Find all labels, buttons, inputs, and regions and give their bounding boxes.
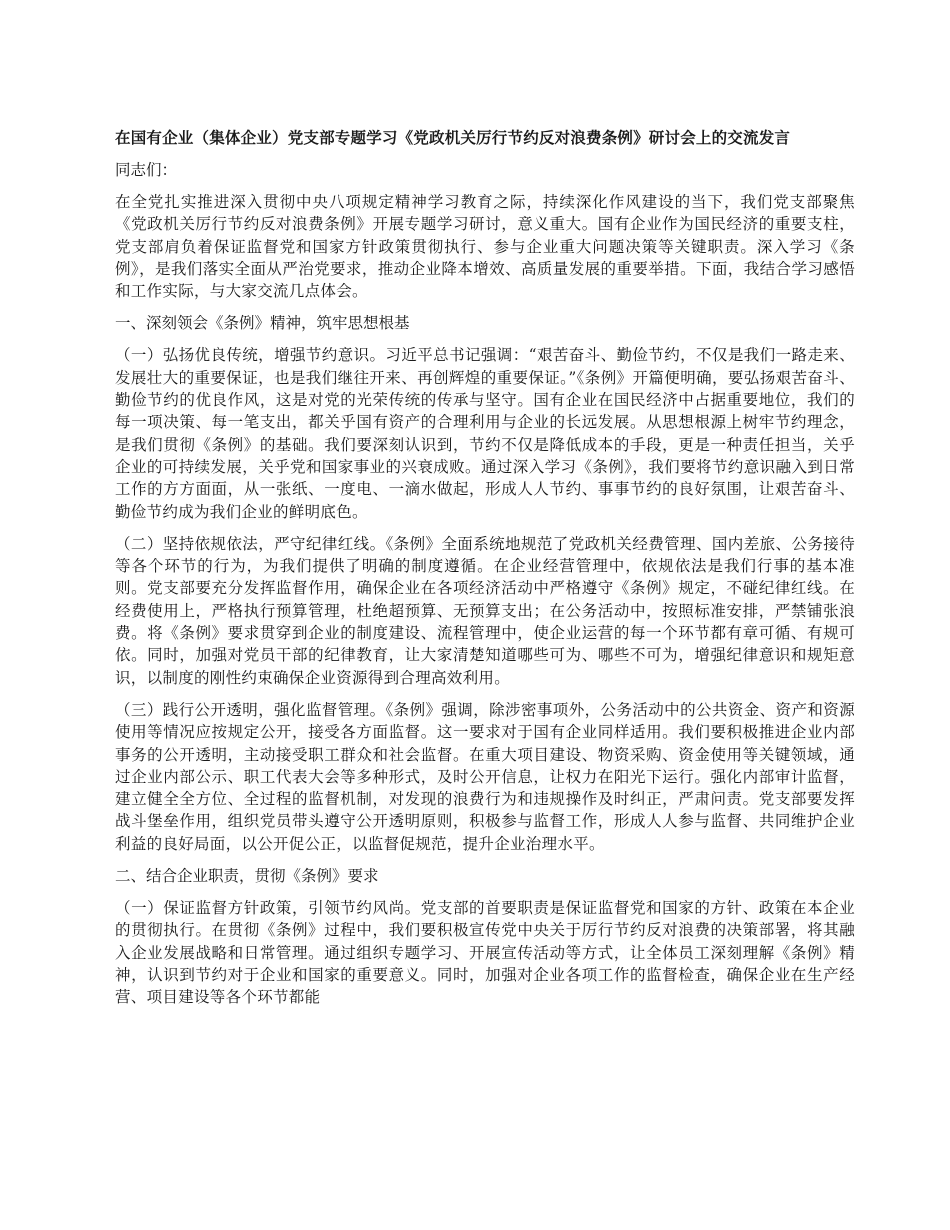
section-1-paragraph-3: （三）践行公开透明，强化监督管理。《条例》强调，除涉密事项外，公务活动中的公共资金、资产和资源使用等情况应按规定公开，接受各方面监督。这一要求对于国有企业同样适用。我们要积极推进企业内部事务的公开透明，主动接受职工群众和社会监督。在重大项目建设、物资采购、资金使用等关键领域，通过企业内部公示、职工代表大会等多种形式，及时公开信息，让权力在阳光下运行。强化内部审计监督，建立健全全方位、全过程的监督机制，对发现的浪费行为和违规操作及时纠正，严肃问责。党支部要发挥战斗堡垒作用，组织党员带头遵守公开透明原则，积极参与监督工作，形成人人参与监督、共同维护企业利益的良好局面，以公开促公正，以监督促规范，提升企业治理水平。 xyxy=(115,700,855,853)
section-1-heading: 一、深刻领会《条例》精神，筑牢思想根基 xyxy=(115,314,410,333)
salutation: 同志们： xyxy=(115,161,178,179)
document-page xyxy=(115,127,855,1019)
intro-paragraph: 在全党扎实推进深入贯彻中央八项规定精神学习教育之际，持续深化作风建设的当下，我们党支部聚焦《党政机关厉行节约反对浪费条例》开展专题学习研讨，意义重大。国有企业作为国民经济的重要支柱，党支部肩负着保证监督党和国家方针政策贯彻执行、参与企业重大问题决策等关键职责。深入学习《条例》，是我们落实全面从严治党要求，推动企业降本增效、高质量发展的重要举措。下面，我结合学习感悟和工作实际，与大家交流几点体会。 xyxy=(115,193,855,301)
section-1-paragraph-1: （一）弘扬优良传统，增强节约意识。习近平总书记强调：“艰苦奋斗、勤俭节约，不仅是我们一路走来、发展壮大的重要保证，也是我们继往开来、再创辉煌的重要保证。”《条例》开篇便明确，要弘扬艰苦奋斗、勤俭节约的优良作风，这是对党的光荣传统的传承与坚守。国有企业在国民经济中占据重要地位，我们的每一项决策、每一笔支出，都关乎国有资产的合理利用与企业的长远发展。从思想根源上树牢节约理念，是我们贯彻《条例》的基础。我们要深刻认识到，节约不仅是降低成本的手段，更是一种责任担当，关乎企业的可持续发展，关乎党和国家事业的兴衰成败。通过深入学习《条例》，我们要将节约意识融入到日常工作的方方面面，从一张纸、一度电、一滴水做起，形成人人节约、事事节约的良好氛围，让艰苦奋斗、勤俭节约成为我们企业的鲜明底色。 xyxy=(115,346,855,521)
section-1-paragraph-2: （二）坚持依规依法，严守纪律红线。《条例》全面系统地规范了党政机关经费管理、国内差旅、公务接待等各个环节的行为，为我们提供了明确的制度遵循。在企业经营管理中，依规依法是我们行事的基本准则。党支部要充分发挥监督作用，确保企业在各项经济活动中严格遵守《条例》规定，不碰纪律红线。在经费使用上，严格执行预算管理，杜绝超预算、无预算支出；在公务活动中，按照标准安排，严禁铺张浪费。将《条例》要求贯穿到企业的制度建设、流程管理中，使企业运营的每一个环节都有章可循、有规可依。同时，加强对党员干部的纪律教育，让大家清楚知道哪些可为、哪些不可为，增强纪律意识和规矩意识，以制度的刚性约束确保企业资源得到合理高效利用。 xyxy=(115,534,855,687)
section-2-paragraph-1: （一）保证监督方针政策，引领节约风尚。党支部的首要职责是保证监督党和国家的方针、政策在本企业的贯彻执行。在贯彻《条例》过程中，我们要积极宣传党中央关于厉行节约反对浪费的决策部署，将其融入企业发展战略和日常管理。通过组织专题学习、开展宣传活动等方式，让全体员工深刻理解《条例》精神，认识到节约对于企业和国家的重要意义。同时，加强对企业各项工作的监督检查，确保企业在生产经营、项目建设等各个环节都能 xyxy=(115,899,855,1007)
document-title: 在国有企业（集体企业）党支部专题学习《党政机关厉行节约反对浪费条例》研讨会上的交流发言 xyxy=(115,129,791,147)
section-2-heading: 二、结合企业职责，贯彻《条例》要求 xyxy=(115,867,379,886)
